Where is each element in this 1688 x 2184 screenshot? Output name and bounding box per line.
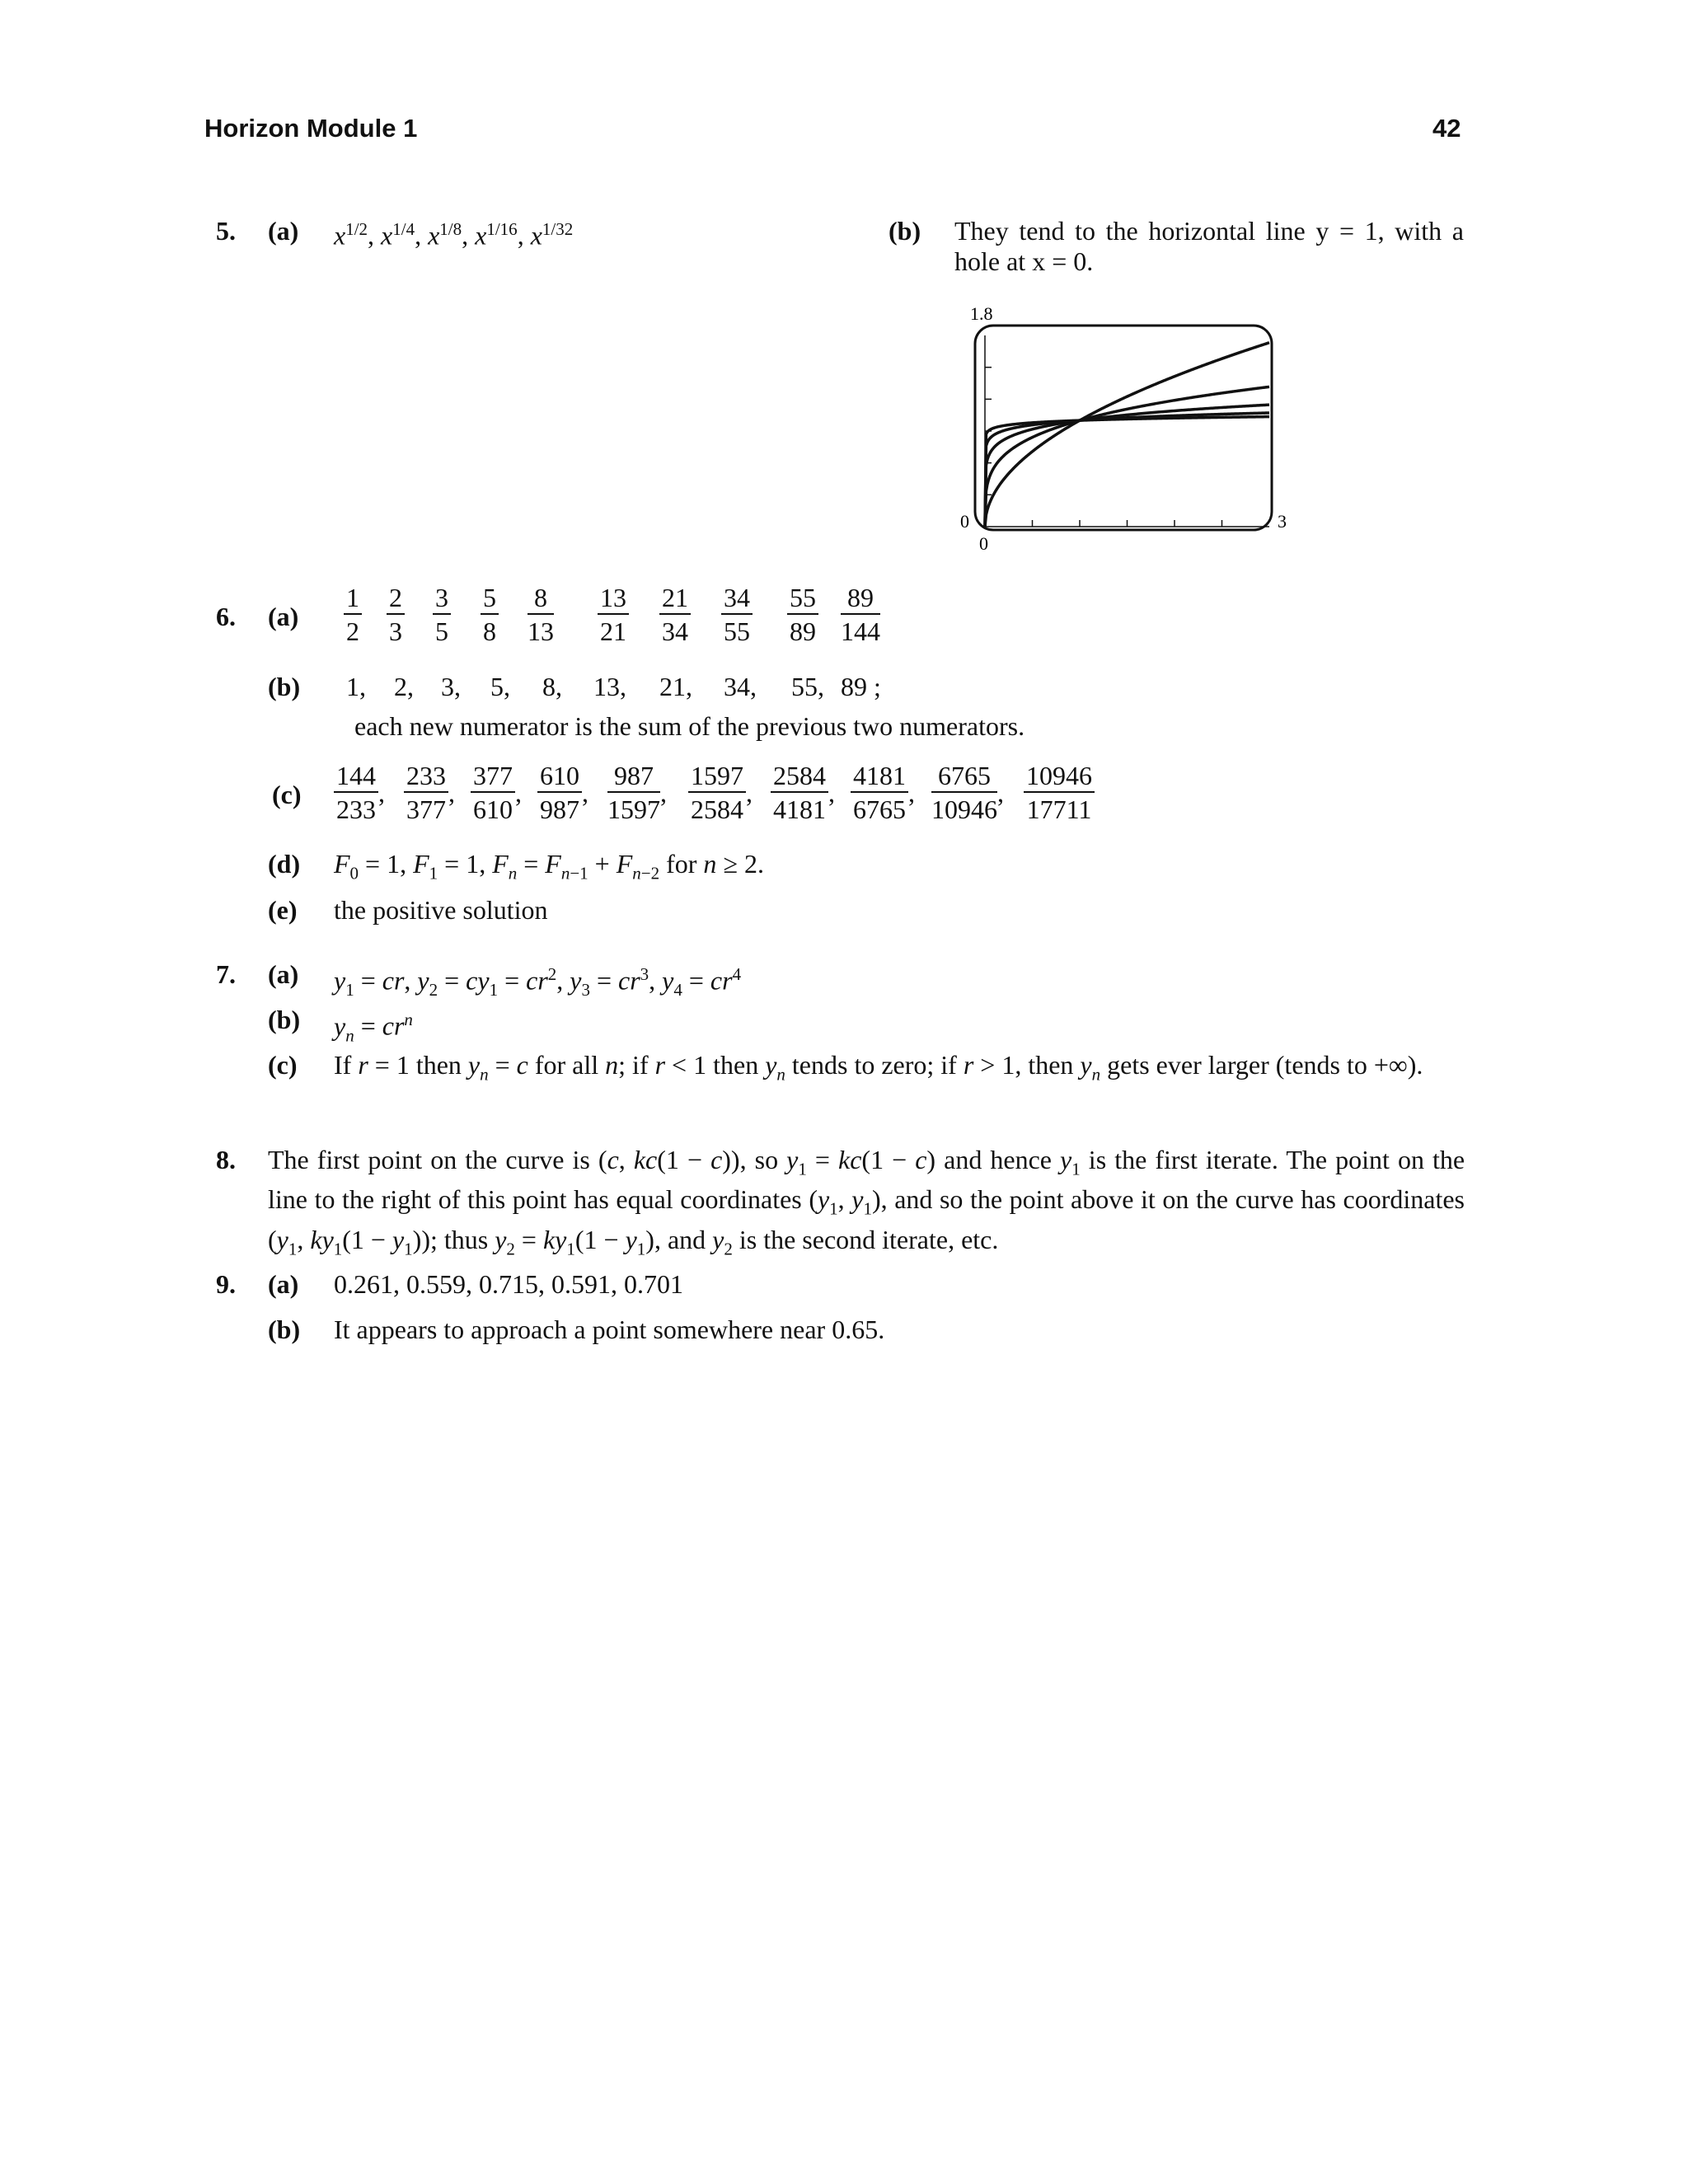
curves-group [985, 343, 1269, 527]
x-ticks [1033, 520, 1222, 527]
problem-6c-fraction [688, 760, 746, 826]
problem-5-number: 5. [216, 216, 236, 246]
problem-6c-fraction [771, 760, 828, 826]
denominator: 34 [662, 616, 688, 646]
numerator: 8 [528, 582, 554, 615]
problem-6c-fraction [931, 760, 997, 826]
problem-6-number: 6. [216, 602, 236, 631]
numerator: 4181 [851, 760, 908, 793]
problem-6b-explanation: each new numerator is the sum of the previous two numerators. [354, 711, 1025, 741]
y-tick-label-max: 1.8 [970, 303, 993, 324]
denominator: 2 [346, 616, 359, 646]
sequence-term: 3, [441, 672, 461, 701]
sequence-term: 1, [346, 672, 366, 701]
numerator: 6765 [931, 760, 997, 793]
problem-6a-fraction [433, 582, 451, 648]
problem-7b-answer: $y_n = cr^n$ [334, 1010, 413, 1046]
problem-9b-label: (b) [268, 1315, 301, 1344]
denominator: 987 [540, 794, 579, 824]
problem-6a-fraction [721, 582, 753, 648]
problem-7c-answer: If r = 1 then $y_n = c$ for all n; if r < 1 then $y_n$ tends to zero; if r > 1, then $y_n$ gets ever larger (tends to +∞). [334, 1050, 1423, 1085]
problem-6a-fraction [344, 582, 362, 648]
denominator: 610 [473, 794, 513, 824]
problem-6e-label: (e) [268, 895, 298, 925]
problem-6e-answer: the positive solution [334, 895, 548, 925]
denominator: 4181 [773, 794, 826, 824]
problem-6c-fraction [404, 760, 448, 826]
problem-5a-label: (a) [268, 216, 299, 246]
problem-6a-fraction [659, 582, 691, 648]
problem-6a-fraction [528, 582, 554, 648]
problem-6c-fraction [537, 760, 582, 826]
denominator: 89 [790, 616, 816, 646]
denominator: 55 [724, 616, 750, 646]
y-tick-label-min: 0 [960, 511, 969, 532]
problem-7a-label: (a) [268, 959, 299, 989]
problem-6d-answer: $F_0 = 1$, $F_1 = 1$, $F_n = F_{n-1} + F_{n-2}$ for n ≥ 2. [334, 849, 764, 883]
curve-series-0 [985, 343, 1269, 527]
sequence-term: 2, [394, 672, 414, 701]
denominator: 17711 [1026, 794, 1092, 824]
problem-6a-fraction [598, 582, 629, 648]
numerator: 377 [471, 760, 515, 793]
numerator: 55 [787, 582, 818, 615]
sequence-term: 21, [659, 672, 692, 701]
denominator: 377 [406, 794, 446, 824]
fraction-separator: , [582, 778, 588, 808]
numerator: 987 [607, 760, 660, 793]
fraction-separator: , [448, 778, 455, 808]
problem-9-number: 9. [216, 1269, 236, 1299]
curve-series-4 [985, 417, 1269, 527]
power-curves-chart [948, 293, 1302, 565]
x-tick-label-max: 3 [1278, 511, 1287, 532]
x-tick-label-min: 0 [979, 533, 988, 554]
problem-5a-answer: $x^{1/2}$, $x^{1/4}$, $x^{1/8}$, $x^{1/16}$, $x^{1/32}$ [334, 219, 574, 251]
sequence-term: 5, [490, 672, 510, 701]
fraction-separator: , [997, 778, 1004, 808]
sequence-term: 13, [593, 672, 626, 701]
problem-5b-label: (b) [889, 216, 921, 246]
denominator: 233 [336, 794, 376, 824]
problem-6a-fraction [481, 582, 499, 648]
problem-7a-answer: $y_1$ = cr, $y_2 = cy_1 = cr^2$, $y_3 = cr^3$, $y_4 = cr^4$ [334, 964, 742, 1001]
denominator: 5 [435, 616, 448, 646]
problem-6c-fraction [334, 760, 378, 826]
denominator: 21 [600, 616, 626, 646]
numerator: 2 [387, 582, 405, 615]
numerator: 10946 [1024, 760, 1095, 793]
numerator: 89 [841, 582, 880, 615]
problem-6a-fraction [787, 582, 818, 648]
problem-6c-fraction [1024, 760, 1095, 826]
problem-6b-sequence [346, 672, 923, 705]
numerator: 34 [721, 582, 753, 615]
numerator: 3 [433, 582, 451, 615]
sequence-term: 8, [542, 672, 562, 701]
denominator: 144 [841, 616, 880, 646]
sequence-term: 34, [724, 672, 757, 701]
problem-6c-fraction [607, 760, 660, 826]
problem-7b-label: (b) [268, 1005, 301, 1034]
fraction-separator: , [746, 778, 753, 808]
problem-9b-answer: It appears to approach a point somewhere near 0.65. [334, 1315, 885, 1344]
numerator: 2584 [771, 760, 828, 793]
numerator: 21 [659, 582, 691, 615]
denominator: 1597 [607, 794, 660, 824]
problem-6a-label: (a) [268, 602, 299, 631]
denominator: 3 [389, 616, 402, 646]
fraction-separator: , [515, 778, 522, 808]
fraction-separator: , [908, 778, 915, 808]
page-number: 42 [1432, 114, 1461, 143]
problem-6a-fraction [841, 582, 880, 648]
denominator: 13 [528, 616, 554, 646]
fraction-separator: , [660, 778, 667, 808]
sequence-term: 55, [791, 672, 824, 701]
problem-6c-fraction [471, 760, 515, 826]
problem-7c-label: (c) [268, 1050, 298, 1080]
problem-6c-fractions [334, 760, 1125, 834]
sequence-term: 89 ; [841, 672, 881, 701]
problem-6d-label: (d) [268, 849, 301, 879]
running-header-title: Horizon Module 1 [204, 114, 418, 143]
fraction-separator: , [828, 778, 835, 808]
fraction-separator: , [378, 778, 385, 808]
numerator: 5 [481, 582, 499, 615]
problem-9a-label: (a) [268, 1269, 299, 1299]
denominator: 6765 [853, 794, 906, 824]
denominator: 10946 [931, 794, 997, 824]
problem-5b-answer: They tend to the horizontal line y = 1, with a hole at x = 0. [954, 216, 1464, 276]
problem-9a-answer: 0.261, 0.559, 0.715, 0.591, 0.701 [334, 1269, 683, 1299]
numerator: 610 [537, 760, 582, 793]
denominator: 8 [483, 616, 496, 646]
denominator: 2584 [691, 794, 743, 824]
numerator: 1 [344, 582, 362, 615]
problem-8-number: 8. [216, 1145, 236, 1174]
problem-8-answer: The first point on the curve is (c, kc(1 − c)), so $y_1 = kc(1 - c)$ and hence $y_1$ is the first iterate. The point on the line to the right of this point has equal coordinates ($y_1$, $y_1$), and so the point above it on the curve has coordinates ($y_1$, $ky_1(1 - y_1)$); thus $y_2 = ky_1(1 - y_1)$, and $y_2$ is the second iterate, etc. [268, 1145, 1465, 1259]
numerator: 1597 [688, 760, 746, 793]
problem-7-number: 7. [216, 959, 236, 989]
problem-6a-fraction [387, 582, 405, 648]
problem-6a-fractions [334, 582, 911, 656]
numerator: 233 [404, 760, 448, 793]
problem-6b-label: (b) [268, 672, 301, 701]
numerator: 144 [334, 760, 378, 793]
problem-6c-fraction [851, 760, 908, 826]
numerator: 13 [598, 582, 629, 615]
problem-6c-label: (c) [272, 780, 302, 809]
